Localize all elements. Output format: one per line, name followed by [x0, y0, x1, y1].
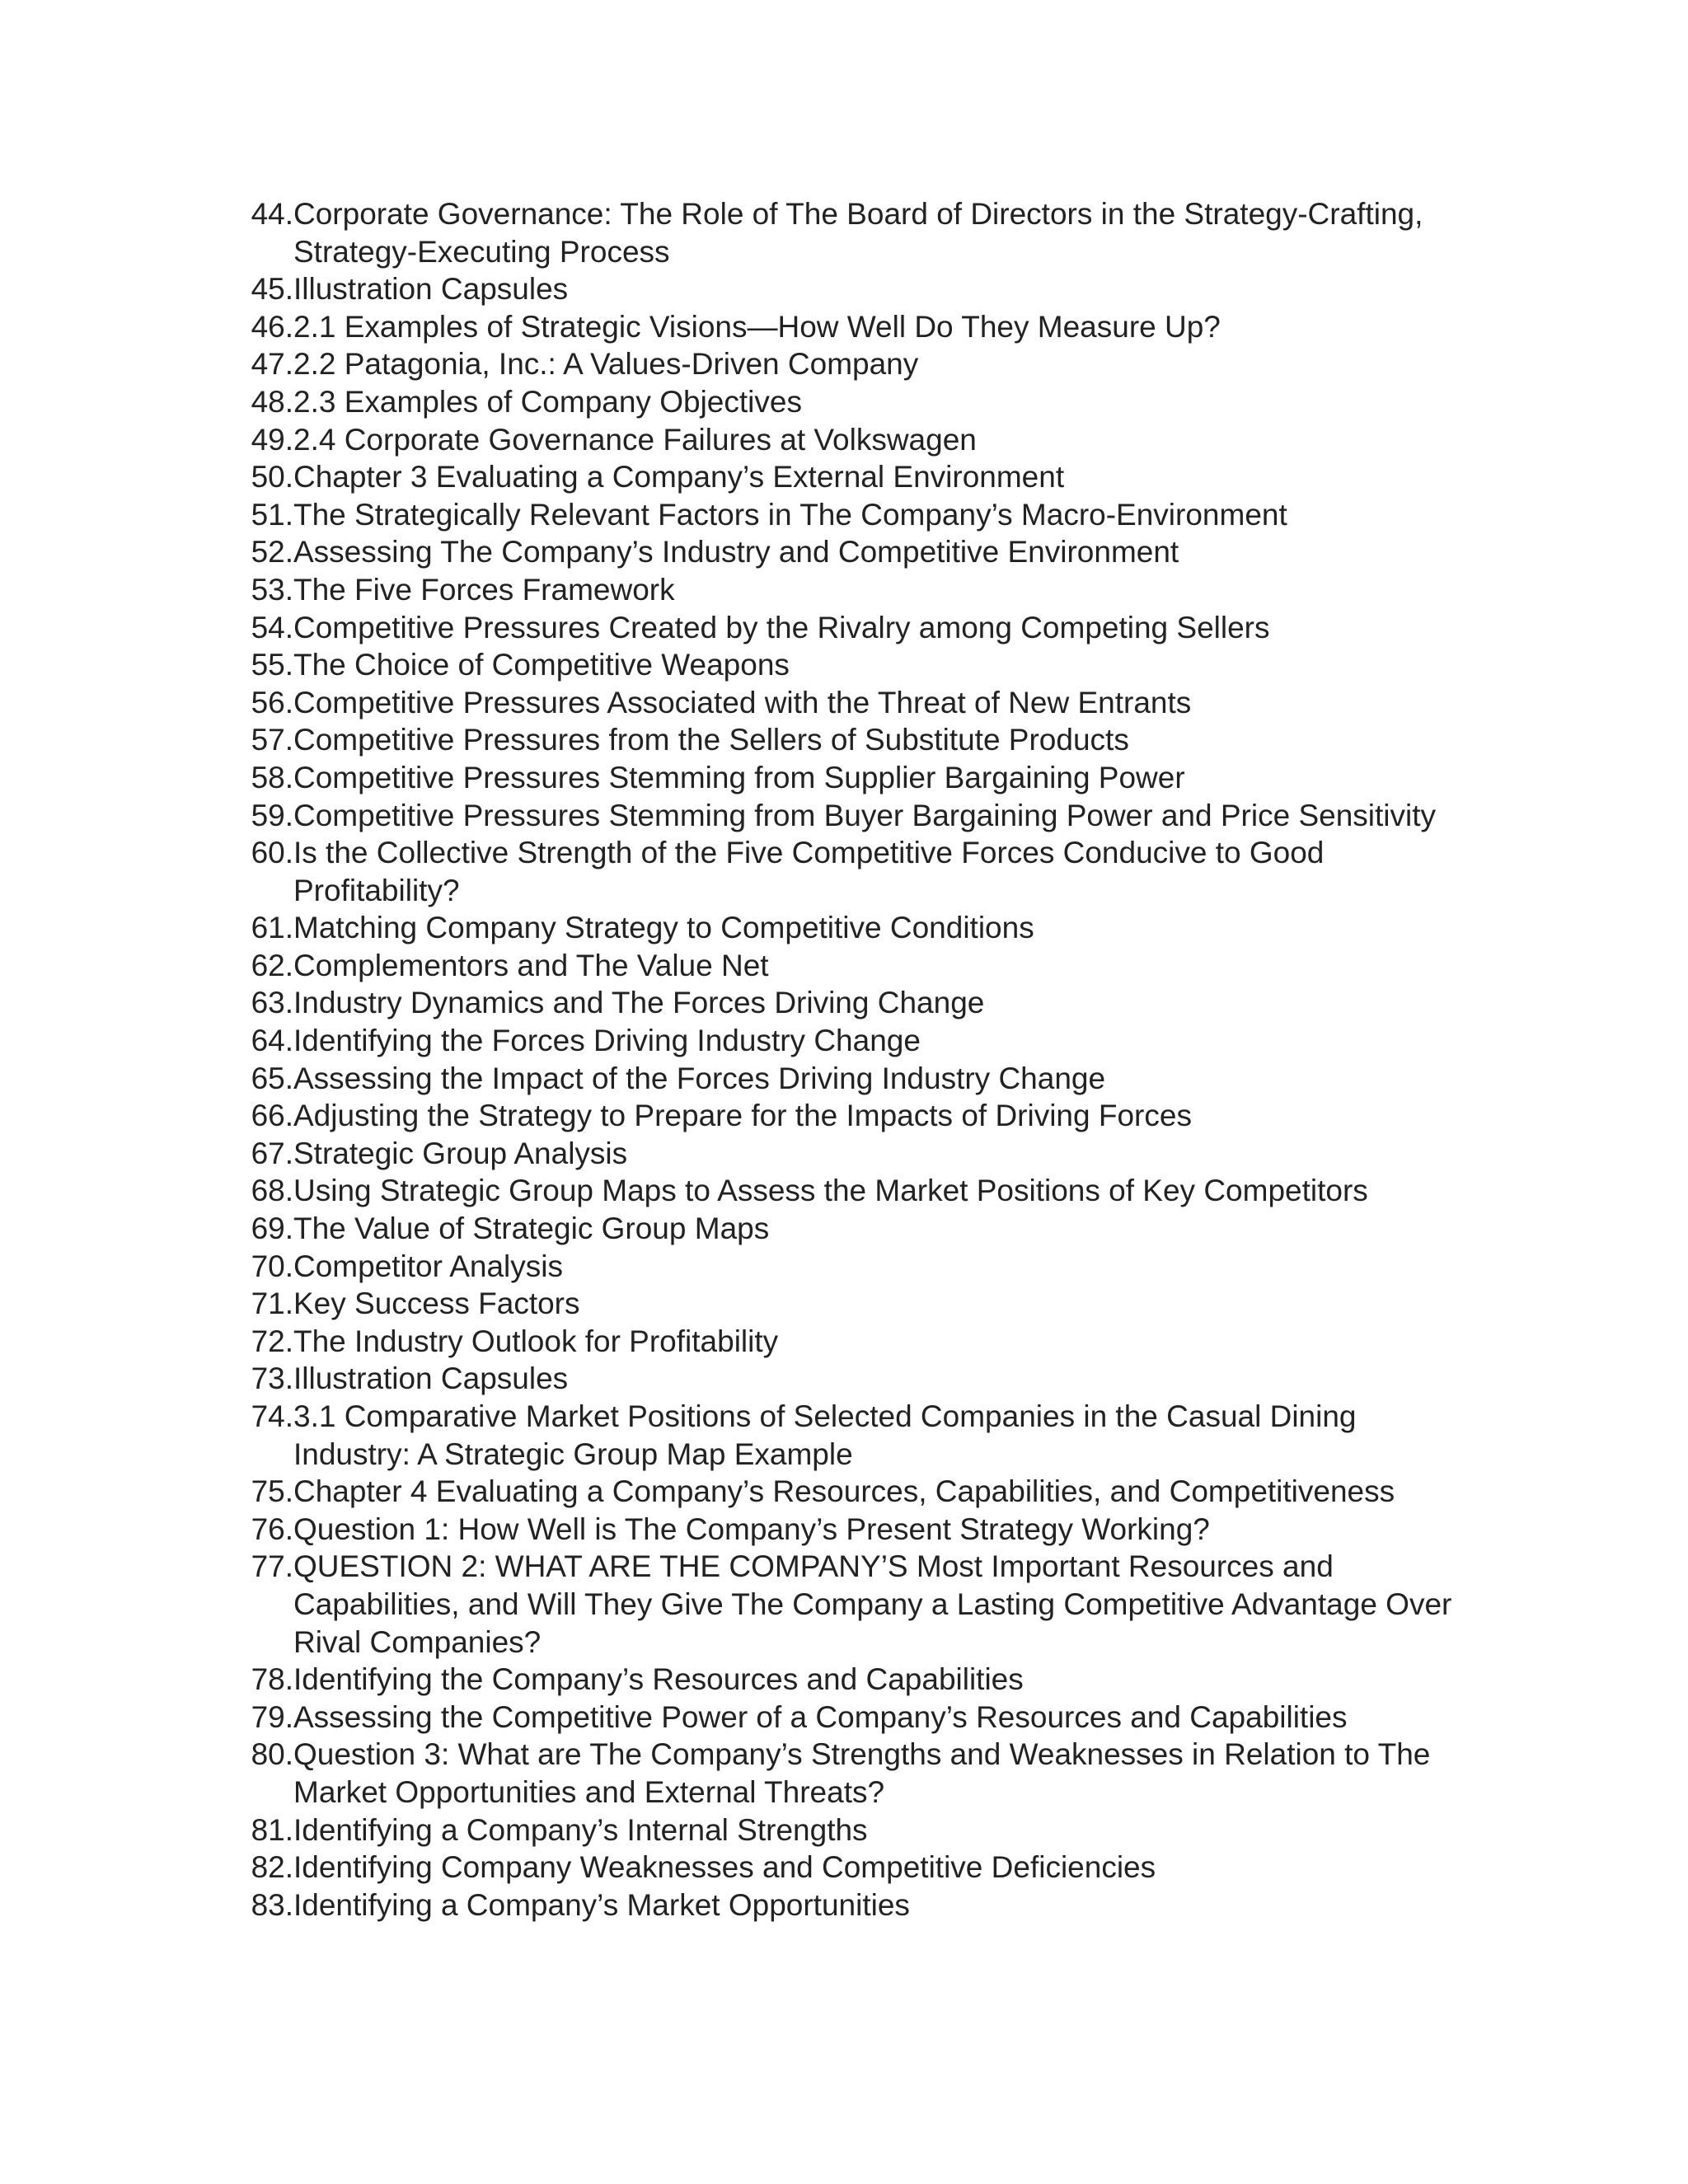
- list-item-text: 2.1 Examples of Strategic Visions—How Well Do They Measure Up?: [293, 309, 1221, 344]
- list-item-text: Assessing the Impact of the Forces Driving Industry Change: [293, 1061, 1106, 1095]
- list-item-text: Complementors and The Value Net: [293, 948, 769, 982]
- list-item-text: The Value of Strategic Group Maps: [293, 1212, 770, 1246]
- list-item: [244, 984, 1480, 1022]
- list-item-number: 53.: [251, 572, 293, 607]
- list-item-number: 58.: [251, 760, 293, 794]
- list-item-number: 61.: [251, 911, 293, 945]
- list-item-text: Identifying Company Weaknesses and Competitive Deficiencies: [293, 1850, 1156, 1885]
- list-item-text: Question 1: How Well is The Company’s Present Strategy Working?: [293, 1511, 1210, 1546]
- list-item-text: Identifying a Company’s Market Opportunities: [293, 1887, 910, 1922]
- list-item: [244, 533, 1480, 571]
- list-item-number: 59.: [251, 798, 293, 832]
- list-item-number: 73.: [251, 1361, 293, 1396]
- list-item: [244, 1285, 1480, 1323]
- list-item: [244, 1511, 1480, 1549]
- list-item-number: 76.: [251, 1511, 293, 1546]
- list-item-text: The Five Forces Framework: [293, 572, 675, 607]
- list-item-number: 70.: [251, 1249, 293, 1283]
- list-item: [244, 759, 1480, 797]
- list-item: [244, 571, 1480, 609]
- list-item: [244, 909, 1480, 947]
- list-item-text: 3.1 Comparative Market Positions of Selected Companies in the Casual Dining Industry: A Strategic Group Map Example: [293, 1399, 1357, 1471]
- list-item: [244, 947, 1480, 985]
- list-item-text: 2.2 Patagonia, Inc.: A Values-Driven Company: [293, 347, 919, 382]
- list-item-number: 50.: [251, 460, 293, 494]
- list-item: [244, 421, 1480, 459]
- list-item-text: Industry Dynamics and The Forces Driving Change: [293, 986, 985, 1020]
- list-item: [244, 1022, 1480, 1060]
- list-item-number: 83.: [251, 1887, 293, 1922]
- list-item-number: 68.: [251, 1174, 293, 1208]
- list-item-text: Competitive Pressures Stemming from Buyer Bargaining Power and Price Sensitivity: [293, 798, 1437, 832]
- list-item: [244, 1849, 1480, 1886]
- list-item: [244, 195, 1480, 270]
- list-item: [244, 1323, 1480, 1361]
- list-item: [244, 1248, 1480, 1286]
- list-item-number: 81.: [251, 1812, 293, 1847]
- list-item: [244, 1210, 1480, 1248]
- list-item-text: Assessing The Company’s Industry and Competitive Environment: [293, 535, 1179, 569]
- list-item-number: 49.: [251, 422, 293, 457]
- list-item-number: 66.: [251, 1099, 293, 1133]
- list-item: [244, 270, 1480, 308]
- list-item: [244, 1060, 1480, 1098]
- list-item-text: Competitive Pressures from the Sellers of Substitute Products: [293, 723, 1129, 757]
- list-item: [244, 1661, 1480, 1699]
- list-item-number: 75.: [251, 1474, 293, 1509]
- list-item-text: Chapter 3 Evaluating a Company’s External Environment: [293, 460, 1065, 494]
- list-item-text: Assessing the Competitive Power of a Company’s Resources and Capabilities: [293, 1699, 1348, 1734]
- list-item-text: Illustration Capsules: [293, 1361, 569, 1396]
- list-item-number: 82.: [251, 1850, 293, 1885]
- list-item-number: 72.: [251, 1324, 293, 1358]
- list-item-text: Competitor Analysis: [293, 1249, 563, 1283]
- list-item-number: 65.: [251, 1061, 293, 1095]
- list-item: [244, 1736, 1480, 1811]
- list-item-text: Corporate Governance: The Role of The Board of Directors in the Strategy-Crafting, Strategy-Executing Process: [293, 197, 1423, 269]
- list-item-number: 52.: [251, 535, 293, 569]
- list-item: [244, 609, 1480, 647]
- list-item-text: Using Strategic Group Maps to Assess the Market Positions of Key Competitors: [293, 1174, 1368, 1208]
- list-item: [244, 797, 1480, 835]
- list-item-text: Identifying the Forces Driving Industry Change: [293, 1024, 921, 1058]
- list-item-number: 55.: [251, 648, 293, 682]
- list-item-number: 74.: [251, 1399, 293, 1433]
- list-item-number: 63.: [251, 986, 293, 1020]
- list-item-text: Matching Company Strategy to Competitive Conditions: [293, 911, 1034, 945]
- list-item-number: 57.: [251, 723, 293, 757]
- list-item: [244, 1172, 1480, 1210]
- list-item-text: The Choice of Competitive Weapons: [293, 648, 790, 682]
- list-item-number: 79.: [251, 1699, 293, 1734]
- list-item: [244, 496, 1480, 534]
- list-item-number: 60.: [251, 836, 293, 870]
- list-item-text: The Strategically Relevant Factors in The Company’s Macro-Environment: [293, 497, 1287, 532]
- list-item: [244, 1097, 1480, 1135]
- list-item-text: Identifying the Company’s Resources and Capabilities: [293, 1662, 1024, 1697]
- list-item-text: Competitive Pressures Stemming from Supplier Bargaining Power: [293, 760, 1185, 794]
- list-item: [244, 1811, 1480, 1849]
- list-item-text: Competitive Pressures Associated with the Threat of New Entrants: [293, 685, 1192, 719]
- list-item-number: 45.: [251, 272, 293, 307]
- list-item-text: Question 3: What are The Company’s Strengths and Weaknesses in Relation to The Market Opportunities and External Threats?: [293, 1737, 1431, 1809]
- list-item-text: 2.4 Corporate Governance Failures at Volkswagen: [293, 422, 977, 457]
- list-item-number: 69.: [251, 1212, 293, 1246]
- list-item-number: 80.: [251, 1737, 293, 1772]
- list-item-text: QUESTION 2: WHAT ARE THE COMPANY’S Most Important Resources and Capabilities, and Will They Give The Company a Lasting Competitive Advantage Over Rival Companies?: [293, 1549, 1452, 1659]
- list-item: [244, 308, 1480, 346]
- list-item-number: 62.: [251, 948, 293, 982]
- list-item: [244, 1398, 1480, 1473]
- list-item-number: 47.: [251, 347, 293, 382]
- list-item: [244, 834, 1480, 909]
- list-item: [244, 1473, 1480, 1511]
- list-item-text: 2.3 Examples of Company Objectives: [293, 384, 802, 419]
- list-item: [244, 721, 1480, 759]
- list-item-text: Is the Collective Strength of the Five Competitive Forces Conducive to Good Profitability?: [293, 836, 1325, 907]
- list-item: [244, 383, 1480, 421]
- list-item-text: Identifying a Company’s Internal Strengths: [293, 1812, 868, 1847]
- list-item: [244, 1548, 1480, 1661]
- list-item-text: Chapter 4 Evaluating a Company’s Resources, Capabilities, and Competitiveness: [293, 1474, 1395, 1509]
- list-item-number: 44.: [251, 197, 293, 231]
- list-item: [244, 1886, 1480, 1924]
- list-item: [244, 646, 1480, 684]
- list-item: [244, 1699, 1480, 1736]
- list-item: [244, 684, 1480, 722]
- list-item: [244, 1135, 1480, 1173]
- list-item-number: 54.: [251, 610, 293, 644]
- list-item-number: 56.: [251, 685, 293, 719]
- list-item-number: 48.: [251, 384, 293, 419]
- list-item: [244, 458, 1480, 496]
- list-item-text: Illustration Capsules: [293, 272, 569, 307]
- list-item-text: Strategic Group Analysis: [293, 1136, 628, 1170]
- list-item-text: Adjusting the Strategy to Prepare for the Impacts of Driving Forces: [293, 1099, 1192, 1133]
- list-item-number: 78.: [251, 1662, 293, 1697]
- list-item-number: 46.: [251, 309, 293, 344]
- list-item-text: Competitive Pressures Created by the Rivalry among Competing Sellers: [293, 610, 1270, 644]
- list-item-number: 71.: [251, 1286, 293, 1321]
- list-item: [244, 1360, 1480, 1398]
- table-of-contents-list: [244, 195, 1480, 1924]
- list-item-number: 64.: [251, 1024, 293, 1058]
- list-item-number: 77.: [251, 1549, 293, 1584]
- list-item-text: The Industry Outlook for Profitability: [293, 1324, 779, 1358]
- list-item-number: 51.: [251, 497, 293, 532]
- list-item-text: Key Success Factors: [293, 1286, 580, 1321]
- list-item: [244, 345, 1480, 383]
- list-item-number: 67.: [251, 1136, 293, 1170]
